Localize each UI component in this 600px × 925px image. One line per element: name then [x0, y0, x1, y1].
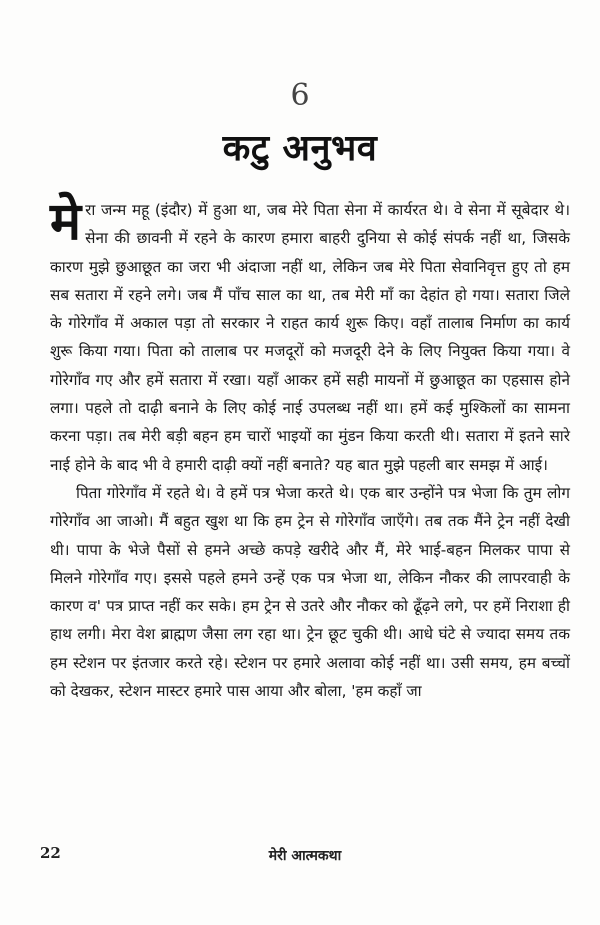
body-text: [50, 192, 570, 705]
paragraph-1: [50, 192, 570, 479]
running-title: मेरी आत्मकथा: [268, 848, 342, 864]
chapter-title: कटु अनुभव: [222, 128, 378, 169]
page-number: 22: [40, 844, 61, 862]
paragraph-1-text: रा जन्म महू (इंदौर) में हुआ था, जब मेरे पिता सेना में कार्यरत थे। वे सेना में सूबेदार थे। सेना की छावनी में रहने के कारण हमारा बाहरी दुनिया से कोई संपर्क नहीं था, जिसके कारण मुझे छुआछूत का जरा भी अंदाजा नहीं था, लेकिन जब मेरे पिता सेवानिवृत्त हुए तो हम सब सतारा में रहने लगे। जब मैं पाँच साल का था, तब मेरी माँ का देहांत हो गया। सतारा जिले के गोरेगाँव में अकाल पड़ा तो सरकार ने राहत कार्य शुरू किए। वहाँ तालाब निर्माण का कार्य शुरू किया गया। पिता को तालाब पर मजदूरों को मजदूरी देने के लिए नियुक्त किया गया। वे गोरेगाँव गए और हमें सतारा में रखा। यहाँ आकर हमें सही मायनों में छुआछूत का एहसास होने लगा। पहले तो दाढ़ी बनाने के लिए कोई नाई उपलब्ध नहीं था। हमें कई मुश्किलों का सामना करना पड़ा। तब मेरी बड़ी बहन हम चारों भाइयों का मुंडन किया करती थी। सतारा में इतने सारे नाई होने के बाद भी वे हमारी दाढ़ी क्यों नहीं बनाते? यह बात मुझे पहली बार समझ में आई।: [50, 201, 570, 474]
chapter-number: 6: [290, 78, 310, 113]
drop-cap: मे: [50, 192, 82, 252]
page-footer: [40, 844, 570, 868]
paragraph-2: पिता गोरेगाँव में रहते थे। वे हमें पत्र भेजा करते थे। एक बार उन्होंने पत्र भेजा कि तुम लोग गोरेगाँव आ जाओ। मैं बहुत खुश था कि हम ट्रेन से गोरेगाँव जाएँगे। तब तक मैंने ट्रेन नहीं देखी थी। पापा के भेजे पैसों से हमने अच्छे कपड़े खरीदे और मैं, मेरे भाई-बहन मिलकर पापा से मिलने गोरेगाँव गए। इससे पहले हमने उन्हें एक पत्र भेजा था, लेकिन नौकर की लापरवाही के कारण व' पत्र प्राप्त नहीं कर सके। हम ट्रेन से उतरे और नौकर को ढूँढ़ने लगे, पर हमें निराशा ही हाथ लगी। मेरा वेश ब्राह्मण जैसा लग रहा था। ट्रेन छूट चुकी थी। आधे घंटे से ज्यादा समय तक हम स्टेशन पर इंतजार करते रहे। स्टेशन पर हमारे अलावा कोई नहीं था। उसी समय, हम बच्चों को देखकर, स्टेशन मास्टर हमारे पास आया और बोला, 'हम कहाँ जा: [50, 483, 570, 701]
